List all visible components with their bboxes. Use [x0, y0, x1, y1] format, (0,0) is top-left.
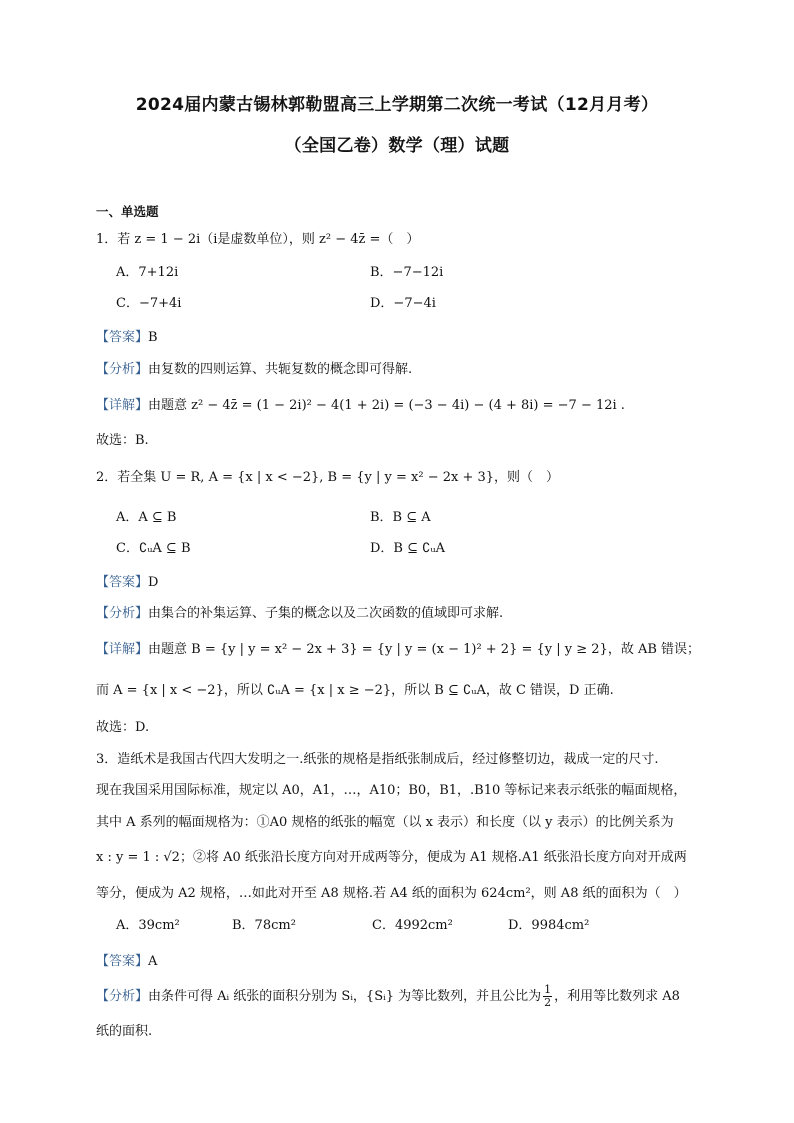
q2-detail-text: 由题意 B = {y | y = x² − 2x + 3} = {y | y = (x − 1)² + 2} = {y | y ≥ 2}，故 AB 错误； — [148, 642, 701, 657]
q3-answer-value: A — [148, 954, 158, 969]
answer-tag: 【答案】 — [96, 330, 149, 345]
q1-answer-value: B — [148, 330, 158, 345]
q3-stem-line-3: 其中 A 系列的幅面规格为：①A0 规格的纸张的幅宽（以 x 表示）和长度（以 y 表示）的比例关系为 — [96, 815, 674, 830]
q1-detail-text: 由题意 z² − 4z̄ = (1 − 2i)² − 4(1 + 2i) = (−3 − 4i) − (4 + 8i) = −7 − 12i . — [148, 398, 625, 413]
q2-stem: 2．若全集 U = R, A = {x | x < −2}, B = {y | y = x² − 2x + 3}，则（ ） — [96, 470, 560, 485]
q2-option-b: B．B ⊆ A — [370, 510, 431, 525]
q1-analysis-text: 由复数的四则运算、共轭复数的概念即可得解. — [148, 362, 413, 377]
q3-stem-line-4: x : y = 1 : √2；②将 A0 纸张沿长度方向对开成两等分，便成为 A1 规格.A1 纸张沿长度方向对开成两 — [96, 850, 687, 865]
q2-option-a: A．A ⊆ B — [116, 510, 177, 525]
q1-option-b: B．−7−12i — [370, 265, 444, 280]
q1-answer — [96, 330, 158, 346]
q2-analysis — [96, 606, 503, 622]
document-title-line-2: （全国乙卷）数学（理）试题 — [284, 136, 510, 156]
q2-option-c: C．∁ᵤA ⊆ B — [116, 541, 191, 556]
detail-tag: 【详解】 — [96, 398, 149, 413]
q1-analysis — [96, 362, 412, 378]
q1-choice: 故选：B. — [96, 433, 149, 448]
q3-analysis — [96, 984, 680, 1009]
q2-analysis-text: 由集合的补集运算、子集的概念以及二次函数的值域即可求解. — [148, 606, 504, 621]
q1-option-d: D．−7−4i — [370, 296, 436, 311]
section-heading: 一、单选题 — [96, 204, 159, 219]
q3-option-c: C．4992cm² — [372, 918, 453, 933]
q2-detail-continued: 而 A = {x | x < −2}，所以 ∁ᵤA = {x | x ≥ −2}，所以 B ⊆ ∁ᵤA，故 C 错误，D 正确. — [96, 683, 614, 698]
analysis-tag: 【分析】 — [96, 362, 149, 377]
analysis-tag: 【分析】 — [96, 606, 149, 621]
q1-detail — [96, 398, 625, 414]
document-title-line-1: 2024届内蒙古锡林郭勒盟高三上学期第二次统一考试（12月月考） — [135, 95, 659, 115]
q2-answer — [96, 575, 158, 591]
q2-detail — [96, 642, 700, 658]
q3-stem-line-2: 现在我国采用国际标准，规定以 A0，A1，…，A10；B0，B1，.B10 等标记来表示纸张的幅面规格， — [96, 783, 687, 798]
q1-option-c: C．−7+4i — [116, 296, 182, 311]
q2-choice: 故选：D. — [96, 720, 150, 735]
q1-stem: 1．若 z = 1 − 2i（i是虚数单位），则 z² − 4z̄ =（ ） — [96, 232, 420, 247]
q3-analysis-text-end: ，利用等比数列求 A8 — [554, 989, 680, 1004]
analysis-tag: 【分析】 — [96, 989, 149, 1004]
q3-option-d: D．9984cm² — [508, 918, 590, 933]
q3-stem-line-1: 3．造纸术是我国古代四大发明之一.纸张的规格是指纸张制成后，经过修整切边，裁成一定的尺寸. — [96, 752, 659, 767]
q3-option-a: A．39cm² — [116, 918, 180, 933]
q1-option-a: A．7+12i — [116, 265, 179, 280]
q3-analysis-text: 由条件可得 Aᵢ 纸张的面积分别为 Sᵢ，{Sᵢ} 为等比数列，并且公比为 — [148, 989, 542, 1004]
fraction-numerator: 1 — [544, 983, 552, 996]
q2-option-d: D．B ⊆ ∁ᵤA — [370, 541, 445, 556]
answer-tag: 【答案】 — [96, 954, 149, 969]
detail-tag: 【详解】 — [96, 642, 149, 657]
q3-answer — [96, 954, 157, 970]
q2-answer-value: D — [148, 575, 159, 590]
q3-stem-line-5: 等分，便成为 A2 规格，…如此对开至 A8 规格.若 A4 纸的面积为 624cm²，则 A8 纸的面积为（ ） — [96, 886, 687, 901]
answer-tag: 【答案】 — [96, 575, 149, 590]
q3-option-b: B．78cm² — [232, 918, 296, 933]
q3-analysis-continued: 纸的面积. — [96, 1024, 153, 1039]
one-half-fraction — [543, 984, 552, 1009]
fraction-denominator: 2 — [544, 996, 552, 1009]
